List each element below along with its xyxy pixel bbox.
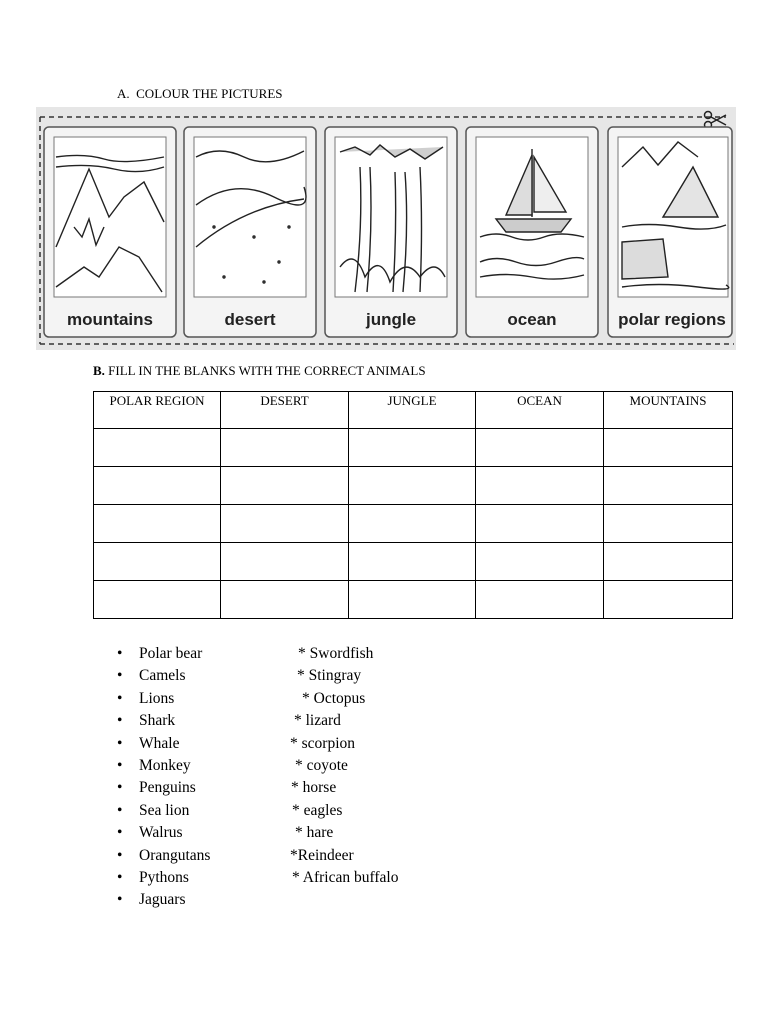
list-item: * horse	[291, 779, 337, 797]
ocean-card	[466, 127, 598, 337]
list-item: * scorpion	[290, 734, 356, 752]
blank-cell[interactable]	[349, 467, 476, 505]
bullet-icon: •	[117, 712, 123, 730]
blank-cell[interactable]	[94, 581, 221, 619]
blank-cell[interactable]	[349, 505, 476, 543]
header-polar-region: POLAR REGION	[94, 392, 221, 429]
blank-cell[interactable]	[221, 505, 349, 543]
animal-bullet-list	[117, 643, 210, 912]
bullet-icon: •	[117, 734, 123, 752]
blank-cell[interactable]	[604, 429, 733, 467]
blank-cell[interactable]	[94, 429, 221, 467]
blank-cell[interactable]	[349, 429, 476, 467]
section-a-heading	[117, 86, 283, 102]
list-item: * Stingray	[297, 667, 362, 685]
blank-cell[interactable]	[604, 581, 733, 619]
section-b-heading	[93, 363, 426, 379]
blank-cell[interactable]	[604, 543, 733, 581]
blank-cell[interactable]	[221, 581, 349, 619]
picture-strip	[36, 107, 736, 350]
blank-cell[interactable]	[476, 505, 604, 543]
blank-cell[interactable]	[221, 429, 349, 467]
table-row	[94, 429, 733, 467]
list-item: • Shark	[117, 710, 210, 732]
list-item: • Monkey	[117, 755, 210, 777]
list-item: *Reindeer	[290, 846, 354, 864]
blank-cell[interactable]	[94, 543, 221, 581]
polar-card	[608, 127, 732, 337]
header-ocean: OCEAN	[476, 392, 604, 429]
blank-cell[interactable]	[476, 429, 604, 467]
mountains-card	[44, 127, 176, 337]
list-item: • Walrus	[117, 822, 210, 844]
bullet-icon: •	[117, 756, 123, 774]
polar-regions-label: polar regions	[618, 310, 726, 329]
table-row	[94, 505, 733, 543]
section-b-label: B.	[93, 363, 105, 378]
blank-cell[interactable]	[94, 505, 221, 543]
list-item: • Jaguars	[117, 889, 210, 911]
jungle-label: jungle	[365, 310, 417, 329]
blank-cell[interactable]	[476, 581, 604, 619]
section-a-title: COLOUR THE PICTURES	[136, 86, 283, 101]
list-item: • Pythons	[117, 867, 210, 889]
list-item: • Orangutans	[117, 845, 210, 867]
list-item: * coyote	[295, 756, 348, 774]
blank-cell[interactable]	[476, 543, 604, 581]
scissors-icon	[705, 112, 727, 129]
list-item: * eagles	[292, 801, 343, 819]
mountains-label: mountains	[67, 310, 153, 329]
blank-cell[interactable]	[604, 505, 733, 543]
list-item: * African buffalo	[292, 868, 399, 886]
blank-cell[interactable]	[221, 467, 349, 505]
bullet-icon: •	[117, 846, 123, 864]
desert-card	[184, 127, 316, 337]
header-jungle: JUNGLE	[349, 392, 476, 429]
bullet-icon: •	[117, 689, 123, 707]
list-item: * lizard	[294, 712, 341, 730]
blank-cell[interactable]	[94, 467, 221, 505]
list-item: • Camels	[117, 665, 210, 687]
list-item: • Polar bear	[117, 643, 210, 665]
bullet-icon: •	[117, 779, 123, 797]
list-item: * Swordfish	[298, 645, 374, 662]
bullet-icon: •	[117, 667, 123, 685]
blank-cell[interactable]	[476, 467, 604, 505]
bullet-icon: •	[117, 801, 123, 819]
list-item: • Sea lion	[117, 800, 210, 822]
list-item: * Octopus	[302, 689, 366, 707]
blank-cell[interactable]	[221, 543, 349, 581]
blank-cell[interactable]	[604, 467, 733, 505]
section-a-label: A.	[117, 86, 130, 101]
list-item: * hare	[295, 824, 334, 842]
blank-cell[interactable]	[349, 581, 476, 619]
bullet-icon: •	[117, 824, 123, 842]
table-row	[94, 581, 733, 619]
header-desert: DESERT	[221, 392, 349, 429]
bullet-icon: •	[117, 645, 123, 662]
list-item: • Whale	[117, 733, 210, 755]
bullet-icon: •	[117, 868, 123, 886]
blank-cell[interactable]	[349, 543, 476, 581]
list-item: • Penguins	[117, 777, 210, 799]
jungle-card	[325, 127, 457, 337]
animal-starred-list	[280, 643, 398, 889]
ocean-label: ocean	[507, 310, 557, 329]
table-row	[94, 467, 733, 505]
list-item: • Lions	[117, 688, 210, 710]
animals-table	[93, 391, 733, 619]
desert-label: desert	[224, 310, 276, 329]
table-header-row	[94, 392, 733, 429]
header-mountains: MOUNTAINS	[604, 392, 733, 429]
bullet-icon: •	[117, 891, 123, 909]
section-b-title: FILL IN THE BLANKS WITH THE CORRECT ANIMALS	[108, 363, 426, 378]
table-row	[94, 543, 733, 581]
